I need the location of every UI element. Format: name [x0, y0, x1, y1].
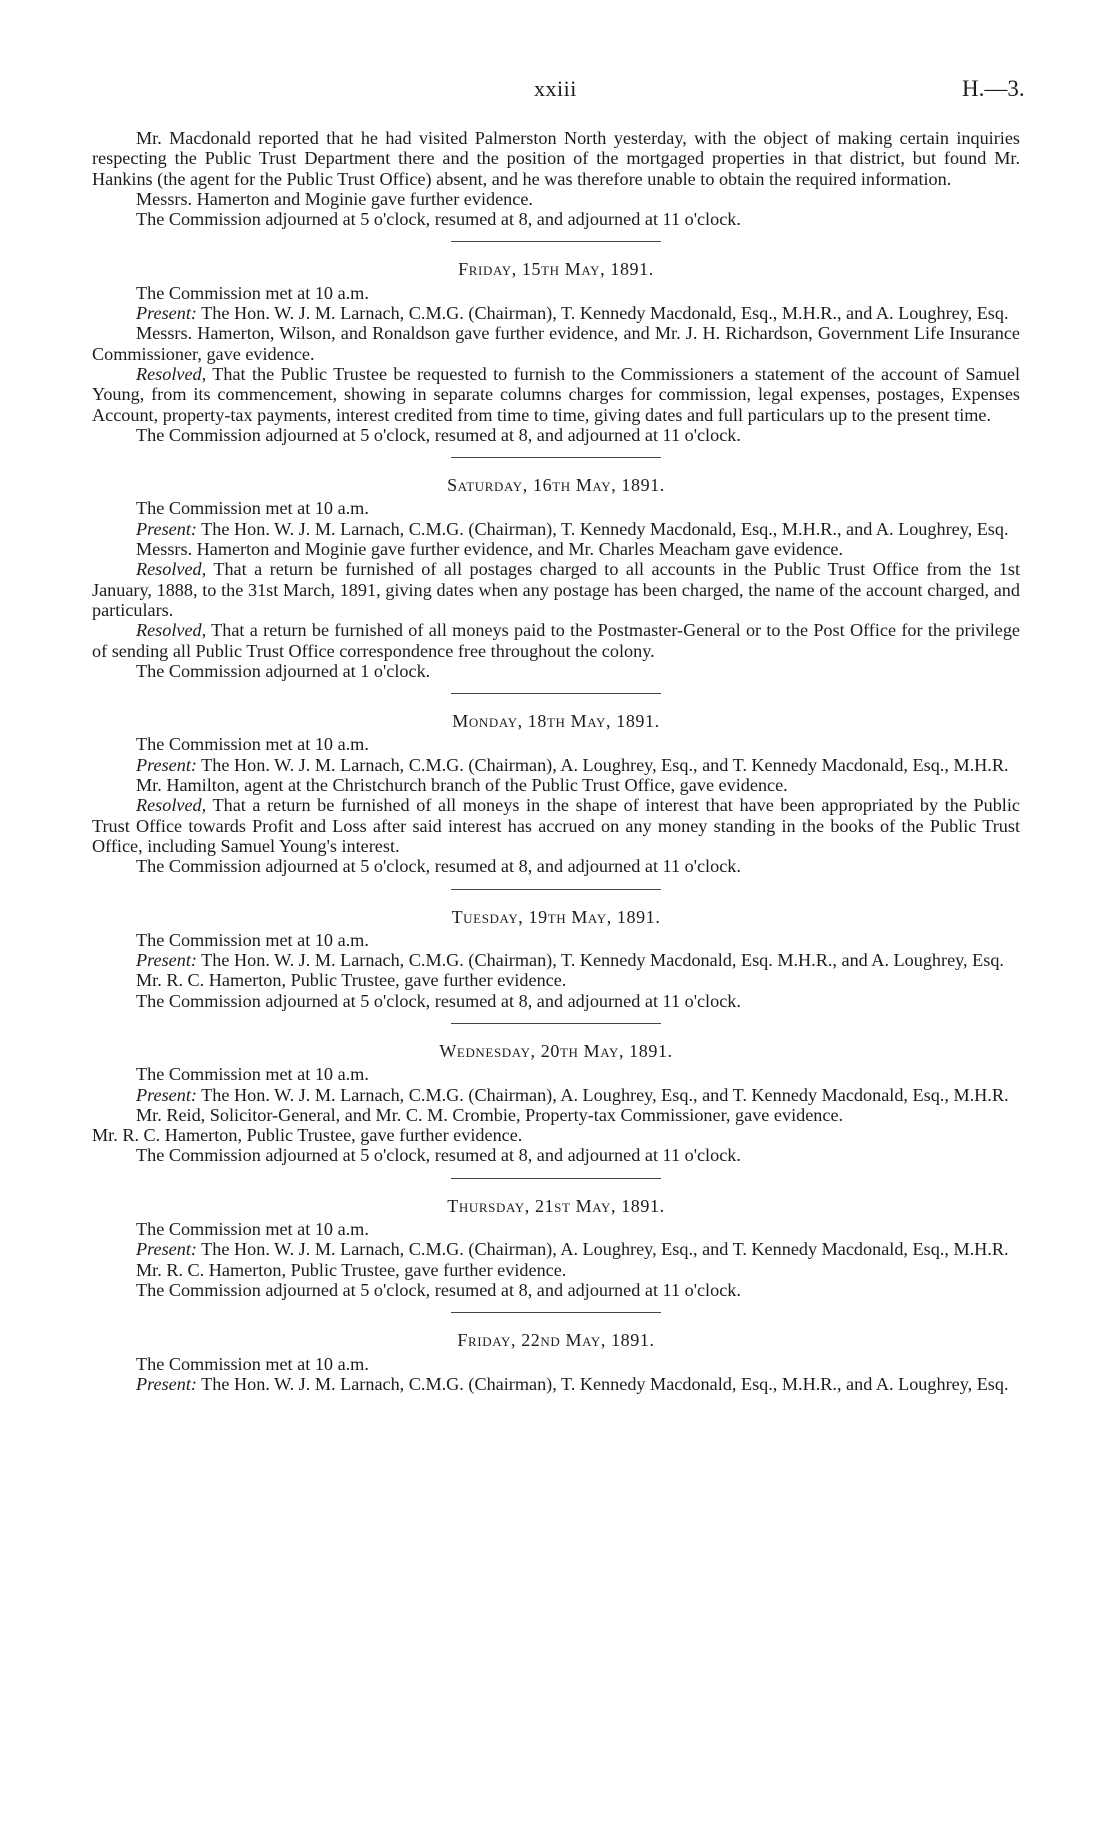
section-divider — [451, 241, 661, 242]
resolution-paragraph — [92, 364, 1020, 425]
meeting-paragraph: The Commission met at 10 a.m. — [136, 498, 369, 519]
evidence-paragraph: Mr. Reid, Solicitor-General, and Mr. C. M. Crombie, Property-tax Commissioner, gave evidence. — [136, 1104, 844, 1125]
session-saturday-16 — [92, 475, 1020, 681]
evidence-paragraph: Messrs. Hamerton, Wilson, and Ronaldson gave further evidence, and Mr. J. H. Richardson, Government Life Insurance Commissioner, gave evidence. — [92, 323, 1020, 364]
evidence-paragraph: Mr. R. C. Hamerton, Public Trustee, gave further evidence. — [136, 1259, 567, 1280]
session-heading: Friday, 22nd May, 1891. — [457, 1330, 655, 1351]
present-text: The Hon. W. J. M. Larnach, C.M.G. (Chairman), A. Loughrey, Esq., and T. Kennedy Macdonald, Esq., M.H.R. — [196, 754, 1009, 775]
resolution-paragraph — [92, 559, 1020, 620]
present-paragraph — [92, 950, 1020, 970]
present-paragraph — [92, 303, 1020, 323]
evidence-paragraph: Mr. R. C. Hamerton, Public Trustee, gave further evidence. — [92, 1125, 523, 1146]
section-divider — [451, 1312, 661, 1313]
present-text: The Hon. W. J. M. Larnach, C.M.G. (Chairman), A. Loughrey, Esq., and T. Kennedy Macdonald, Esq., M.H.R. — [196, 1084, 1009, 1105]
present-paragraph — [92, 1085, 1020, 1105]
resolved-label: Resolved, — [136, 795, 207, 816]
present-text: The Hon. W. J. M. Larnach, C.M.G. (Chairman), T. Kennedy Macdonald, Esq. M.H.R., and A. Loughrey, Esq. — [196, 950, 1004, 971]
minutes-body — [92, 128, 1020, 1394]
present-label: Present: — [136, 518, 197, 539]
resolution-text: That a return be furnished of all postages charged to all accounts in the Public Trust Office from the 1st January, 1888, to the 31st March, 1891, giving dates when any postage has been charged, the name of the account charged, and particulars. — [92, 559, 1020, 620]
present-label: Present: — [136, 303, 197, 324]
adjournment-paragraph: The Commission adjourned at 1 o'clock. — [136, 660, 431, 681]
meeting-paragraph: The Commission met at 10 a.m. — [136, 1219, 369, 1240]
section-divider — [451, 457, 661, 458]
present-label: Present: — [136, 1373, 197, 1394]
evidence-paragraph: Messrs. Hamerton and Moginie gave further evidence, and Mr. Charles Meacham gave evidence. — [136, 539, 844, 560]
present-label: Present: — [136, 1239, 197, 1260]
page-header — [0, 76, 1114, 106]
resolution-paragraph — [92, 620, 1020, 661]
present-label: Present: — [136, 754, 197, 775]
meeting-paragraph: The Commission met at 10 a.m. — [136, 929, 369, 950]
session-tuesday-19 — [92, 907, 1020, 1011]
present-text: The Hon. W. J. M. Larnach, C.M.G. (Chairman), T. Kennedy Macdonald, Esq., M.H.R., and A. Loughrey, Esq. — [196, 303, 1009, 324]
session-friday-22 — [92, 1330, 1020, 1394]
section-divider — [451, 889, 661, 890]
adjournment-paragraph: The Commission adjourned at 5 o'clock, resumed at 8, and adjourned at 11 o'clock. — [136, 990, 741, 1011]
session-wednesday-20 — [92, 1041, 1020, 1166]
meeting-paragraph: The Commission met at 10 a.m. — [136, 1064, 369, 1085]
resolved-label: Resolved, — [136, 620, 207, 641]
meeting-paragraph: The Commission met at 10 a.m. — [136, 282, 369, 303]
meeting-paragraph: The Commission met at 10 a.m. — [136, 734, 369, 755]
section-divider — [451, 1023, 661, 1024]
adjournment-paragraph: The Commission adjourned at 5 o'clock, resumed at 8, and adjourned at 11 o'clock. — [136, 1145, 741, 1166]
session-monday-18 — [92, 711, 1020, 876]
meeting-paragraph: The Commission met at 10 a.m. — [136, 1353, 369, 1374]
present-text: The Hon. W. J. M. Larnach, C.M.G. (Chairman), T. Kennedy Macdonald, Esq., M.H.R., and A. Loughrey, Esq. — [196, 1373, 1009, 1394]
present-text: The Hon. W. J. M. Larnach, C.M.G. (Chairman), T. Kennedy Macdonald, Esq., M.H.R., and A. Loughrey, Esq. — [196, 518, 1009, 539]
evidence-paragraph: Messrs. Hamerton and Moginie gave further evidence. — [136, 188, 533, 209]
session-heading: Saturday, 16th May, 1891. — [447, 475, 665, 496]
session-heading: Thursday, 21st May, 1891. — [447, 1195, 665, 1216]
session-heading: Tuesday, 19th May, 1891. — [451, 906, 661, 927]
session-heading: Friday, 15th May, 1891. — [458, 259, 654, 280]
present-paragraph — [92, 519, 1020, 539]
resolution-text: That the Public Trustee be requested to furnish to the Commissioners a statement of the account of Samuel Young, from its commencement, showing in separate columns charges for commission, legal expenses, postages, Expenses Account, property-tax payments, interest credited from time to time, giving dates and full particulars up to the present time. — [92, 363, 1020, 425]
present-paragraph — [92, 755, 1020, 775]
adjournment-paragraph: The Commission adjourned at 5 o'clock, resumed at 8, and adjourned at 11 o'clock. — [136, 424, 741, 445]
report-paragraph: Mr. Macdonald reported that he had visited Palmerston North yesterday, with the object of making certain inquiries respecting the Public Trust Department there and the position of the mortgaged properties in that district, but found Mr. Hankins (the agent for the Public Trust Office) absent, and he was therefore unable to obtain the required information. — [92, 128, 1020, 189]
evidence-paragraph: Mr. Hamilton, agent at the Christchurch branch of the Public Trust Office, gave evidence. — [136, 775, 788, 796]
present-paragraph — [92, 1239, 1020, 1259]
adjournment-paragraph: The Commission adjourned at 5 o'clock, resumed at 8, and adjourned at 11 o'clock. — [136, 1279, 741, 1300]
adjournment-paragraph: The Commission adjourned at 5 o'clock, resumed at 8, and adjourned at 11 o'clock. — [136, 856, 741, 877]
session-heading: Wednesday, 20th May, 1891. — [439, 1040, 673, 1061]
intro-section — [92, 128, 1020, 229]
page-number: xxiii — [534, 76, 577, 101]
resolution-text: That a return be furnished of all moneys in the shape of interest that have been appropriated by the Public Trust Office towards Profit and Loss after said interest has accrued on any money standing in the books of the Public Trust Office, including Samuel Young's interest. — [92, 795, 1020, 856]
session-heading: Monday, 18th May, 1891. — [452, 711, 660, 732]
adjournment-paragraph: The Commission adjourned at 5 o'clock, resumed at 8, and adjourned at 11 o'clock. — [136, 209, 741, 230]
resolved-label: Resolved, — [136, 363, 207, 384]
present-text: The Hon. W. J. M. Larnach, C.M.G. (Chairman), A. Loughrey, Esq., and T. Kennedy Macdonald, Esq., M.H.R. — [196, 1239, 1009, 1260]
present-label: Present: — [136, 950, 197, 971]
present-label: Present: — [136, 1084, 197, 1105]
session-thursday-21 — [92, 1196, 1020, 1300]
evidence-paragraph: Mr. R. C. Hamerton, Public Trustee, gave further evidence. — [136, 970, 567, 991]
section-divider — [451, 1178, 661, 1179]
resolution-text: That a return be furnished of all moneys paid to the Postmaster-General or to the Post Office for the privilege of sending all Public Trust Office correspondence free throughout the colony. — [92, 620, 1020, 661]
section-divider — [451, 693, 661, 694]
session-friday-15 — [92, 259, 1020, 445]
resolution-paragraph — [92, 795, 1020, 856]
present-paragraph — [92, 1374, 1020, 1394]
document-code: H.—3. — [962, 76, 1025, 101]
resolved-label: Resolved, — [136, 559, 207, 580]
